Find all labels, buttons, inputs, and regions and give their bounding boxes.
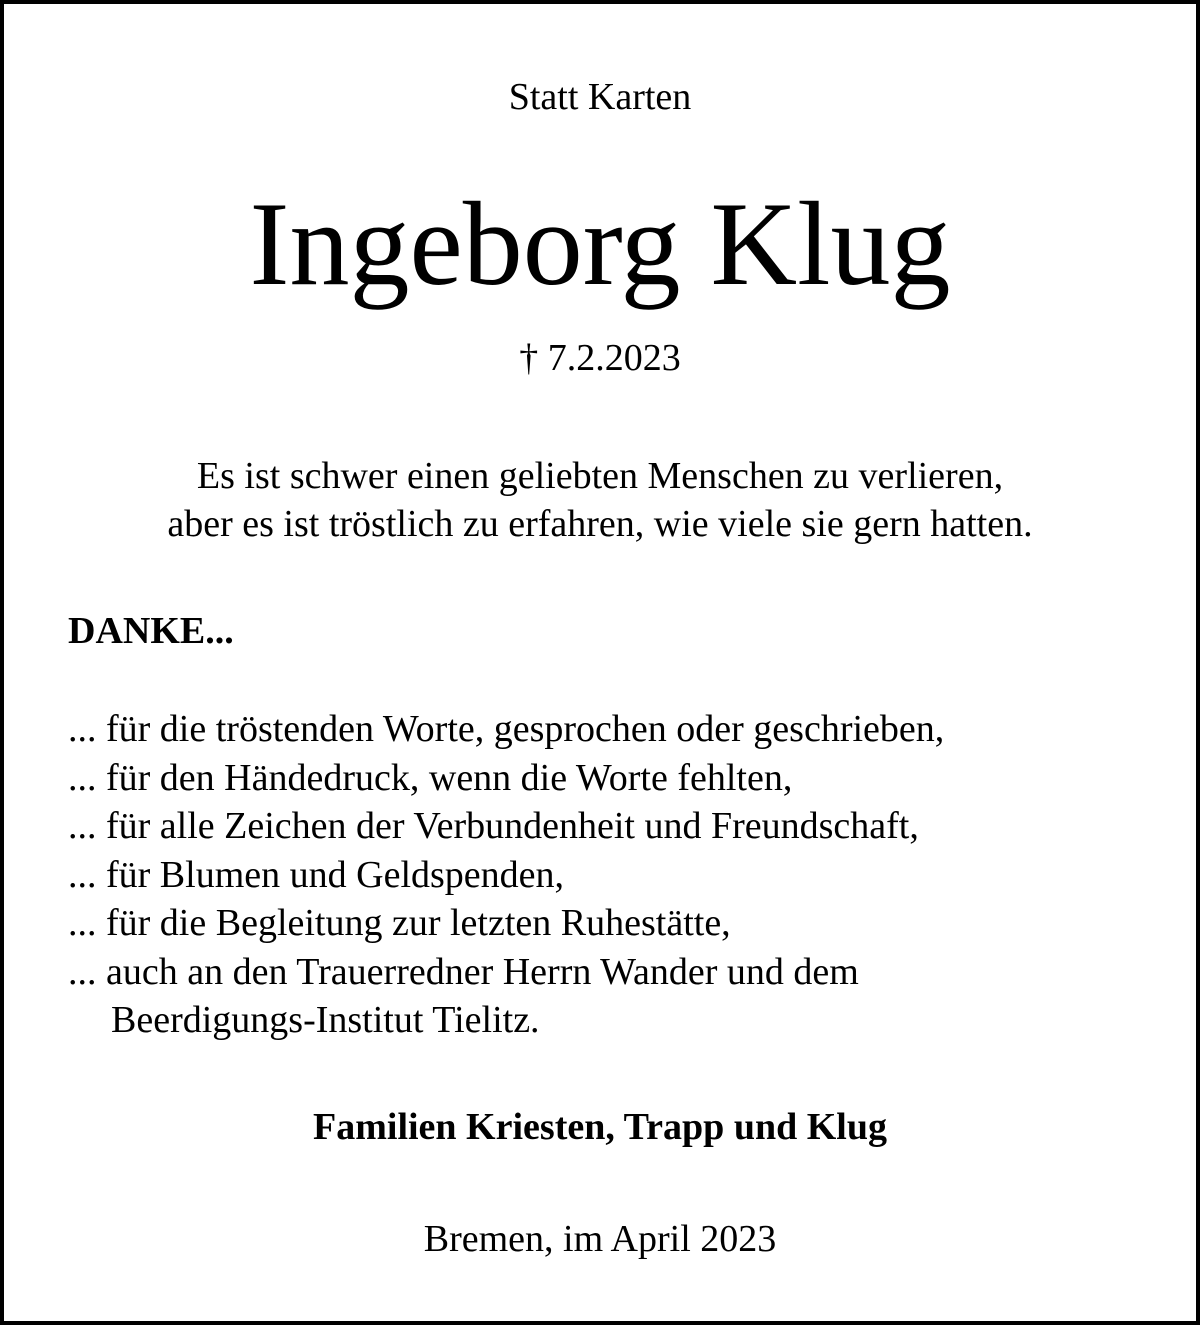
place-and-date: Bremen, im April 2023: [423, 1218, 777, 1260]
thanks-item: ... für die tröstenden Worte, gesprochen oder geschrieben,: [68, 708, 945, 750]
thanks-item: ... für die Begleitung zur letzten Ruhestätte,: [68, 902, 731, 944]
death-date: † 7.2.2023: [519, 337, 681, 379]
quote-line: Es ist schwer einen geliebten Menschen zu verlieren,: [196, 455, 1004, 497]
thanks-item: ... für den Händedruck, wenn die Worte fehlten,: [68, 756, 793, 799]
thanks-item: ... für Blumen und Geldspenden,: [68, 853, 565, 896]
thanks-item: ... auch an den Trauerredner Herrn Wander und dem: [68, 950, 859, 993]
quote-line: aber es ist tröstlich zu erfahren, wie viele sie gern hatten.: [167, 503, 1033, 545]
thanks-item-continuation: Beerdigungs-Institut Tielitz.: [111, 999, 540, 1041]
notice-header: Statt Karten: [508, 76, 692, 118]
thanks-list: [68, 705, 944, 1045]
thanks-item: ... für alle Zeichen der Verbundenheit und Freundschaft,: [68, 805, 919, 847]
condolence-quote: [4, 452, 1196, 548]
family-signature: Familien Kriesten, Trapp und Klug: [313, 1106, 887, 1148]
deceased-name: Ingeborg Klug: [249, 177, 951, 310]
thanks-heading: DANKE...: [68, 610, 234, 652]
